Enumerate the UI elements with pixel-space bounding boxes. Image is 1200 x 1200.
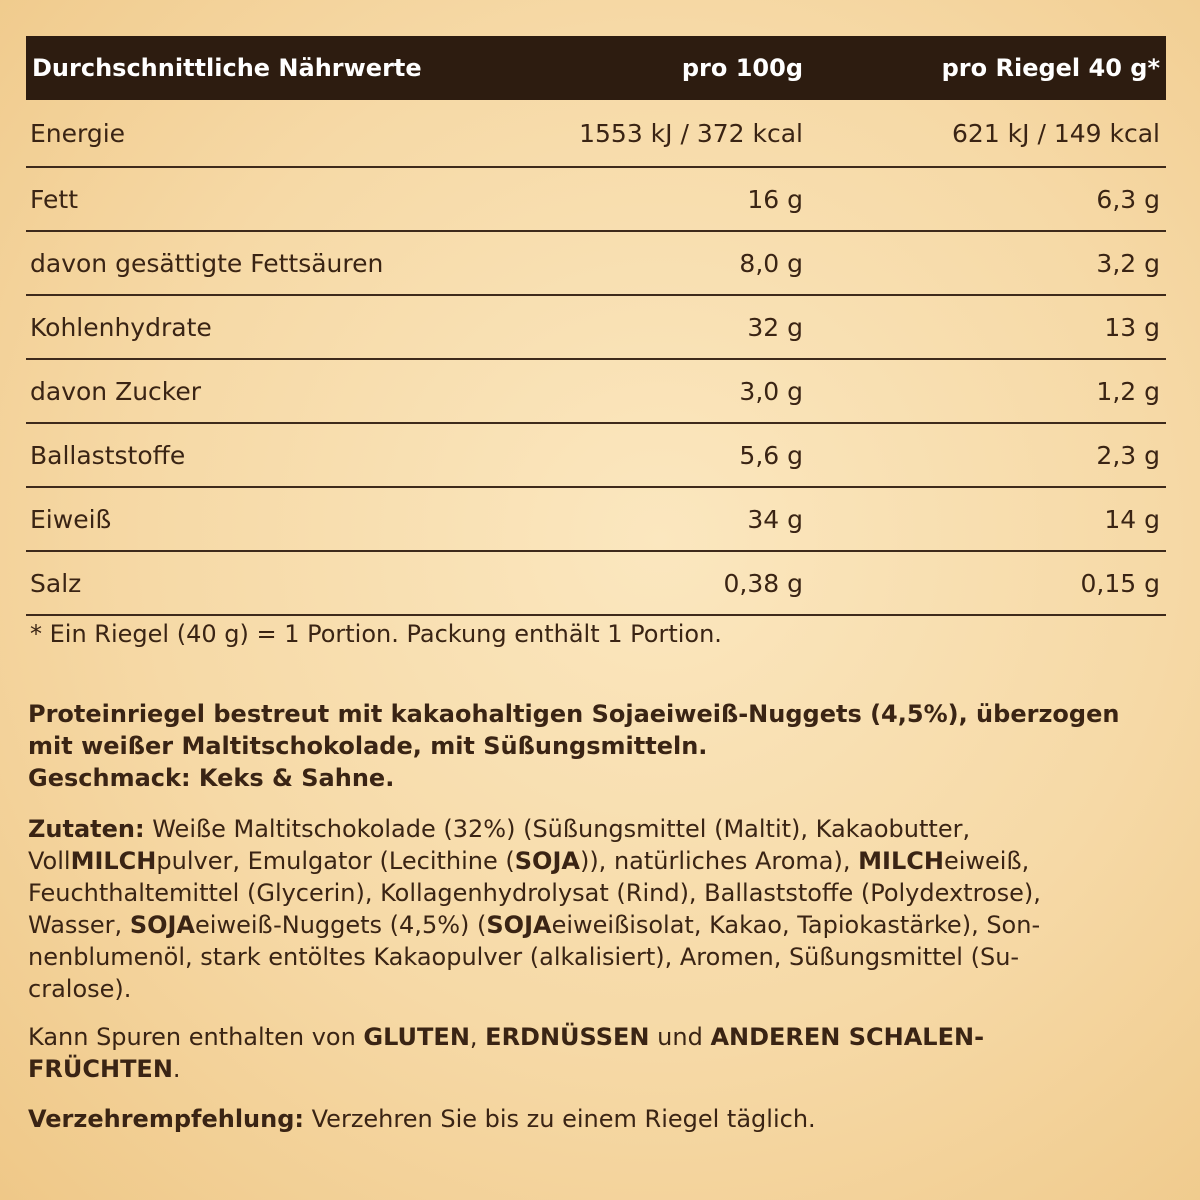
row-value-100g: 1553 kJ / 372 kcal — [579, 118, 803, 148]
row-label: Ballaststoffe — [30, 440, 186, 470]
allergen: SOJA — [129, 911, 196, 939]
row-value-100g: 34 g — [747, 504, 803, 534]
description-line: mit weißer Maltitschokolade, mit Süßungsmitteln. — [28, 732, 708, 760]
allergen: ERDNÜSSEN — [485, 1023, 650, 1051]
ingredients — [28, 813, 1168, 1005]
footnote: * Ein Riegel (40 g) = 1 Portion. Packung enthält 1 Portion. — [30, 620, 722, 648]
traces-text: und — [649, 1023, 711, 1051]
row-value-bar: 2,3 g — [1096, 440, 1160, 470]
flavor-line: Geschmack: Keks & Sahne. — [28, 764, 395, 792]
row-value-100g: 16 g — [747, 184, 803, 214]
row-label: Eiweiß — [30, 504, 112, 534]
table-row — [26, 488, 1166, 552]
recommendation-label: Verzehrempfehlung: — [28, 1105, 304, 1133]
allergen: ANDEREN SCHALEN- — [710, 1023, 985, 1051]
ingredients-text: eiweiß-Nuggets (4,5%) ( — [195, 911, 487, 939]
row-label: Fett — [30, 184, 78, 214]
nutrition-table — [26, 36, 1166, 616]
ingredients-text: Voll — [28, 847, 71, 875]
table-row — [26, 552, 1166, 616]
ingredients-text: cralose). — [28, 975, 132, 1003]
ingredients-text: eiweiß, — [943, 847, 1030, 875]
ingredients-text: Feuchthaltemittel (Glycerin), Kollagenhydrolysat (Rind), Ballaststoffe (Polydextrose), — [28, 879, 1041, 907]
table-row — [26, 424, 1166, 488]
ingredients-text: Weiße Maltitschokolade (32%) (Süßungsmittel (Maltit), Kakaobutter, — [144, 815, 971, 843]
ingredients-label: Zutaten: — [28, 815, 145, 843]
ingredients-text: eiweißisolat, Kakao, Tapiokastärke), Son- — [551, 911, 1041, 939]
ingredients-text: )), natürliches Aroma), — [579, 847, 859, 875]
row-value-bar: 13 g — [1104, 312, 1160, 342]
table-row — [26, 100, 1166, 168]
row-label: Energie — [30, 118, 126, 148]
row-label: davon Zucker — [30, 376, 202, 406]
allergen-traces — [28, 1021, 1168, 1085]
table-header — [26, 36, 1166, 100]
allergen: SOJA — [486, 911, 552, 939]
allergen: MILCH — [858, 847, 944, 875]
traces-text: . — [172, 1055, 181, 1083]
row-value-bar: 3,2 g — [1096, 248, 1160, 278]
allergen: MILCH — [70, 847, 157, 875]
row-value-bar: 6,3 g — [1096, 184, 1160, 214]
row-label: Kohlenhydrate — [30, 312, 212, 342]
description-line: Proteinriegel bestreut mit kakaohaltigen Sojaeiweiß-Nuggets (4,5%), überzogen — [28, 700, 1120, 728]
allergen: GLUTEN — [363, 1023, 470, 1051]
row-value-100g: 3,0 g — [739, 376, 803, 406]
ingredients-text: Wasser, — [28, 911, 130, 939]
row-value-bar: 1,2 g — [1096, 376, 1160, 406]
header-per-bar: pro Riegel 40 g* — [941, 54, 1160, 82]
table-row — [26, 232, 1166, 296]
ingredients-text: pulver, Emulgator (Lecithine ( — [156, 847, 515, 875]
table-row — [26, 168, 1166, 232]
row-label: Salz — [30, 568, 82, 598]
header-per-100g: pro 100g — [681, 54, 803, 82]
product-description — [28, 698, 1168, 794]
consumption-recommendation — [28, 1103, 1168, 1135]
ingredients-text: nenblumenöl, stark entöltes Kakaopulver (alkalisiert), Aromen, Süßungsmittel (Su- — [28, 943, 1020, 971]
row-value-bar: 621 kJ / 149 kcal — [952, 118, 1160, 148]
traces-text: , — [469, 1023, 486, 1051]
table-row — [26, 360, 1166, 424]
row-value-bar: 0,15 g — [1080, 568, 1160, 598]
recommendation-text: Verzehren Sie bis zu einem Riegel täglich. — [304, 1105, 816, 1133]
allergen: SOJA — [514, 847, 580, 875]
row-value-bar: 14 g — [1104, 504, 1160, 534]
traces-text: Kann Spuren enthalten von — [28, 1023, 364, 1051]
table-row — [26, 296, 1166, 360]
row-value-100g: 32 g — [747, 312, 803, 342]
row-value-100g: 0,38 g — [723, 568, 803, 598]
row-value-100g: 5,6 g — [739, 440, 803, 470]
allergen: FRÜCHTEN — [28, 1055, 173, 1083]
header-nutrients: Durchschnittliche Nährwerte — [32, 54, 422, 82]
row-value-100g: 8,0 g — [739, 248, 803, 278]
row-label: davon gesättigte Fettsäuren — [30, 248, 384, 278]
